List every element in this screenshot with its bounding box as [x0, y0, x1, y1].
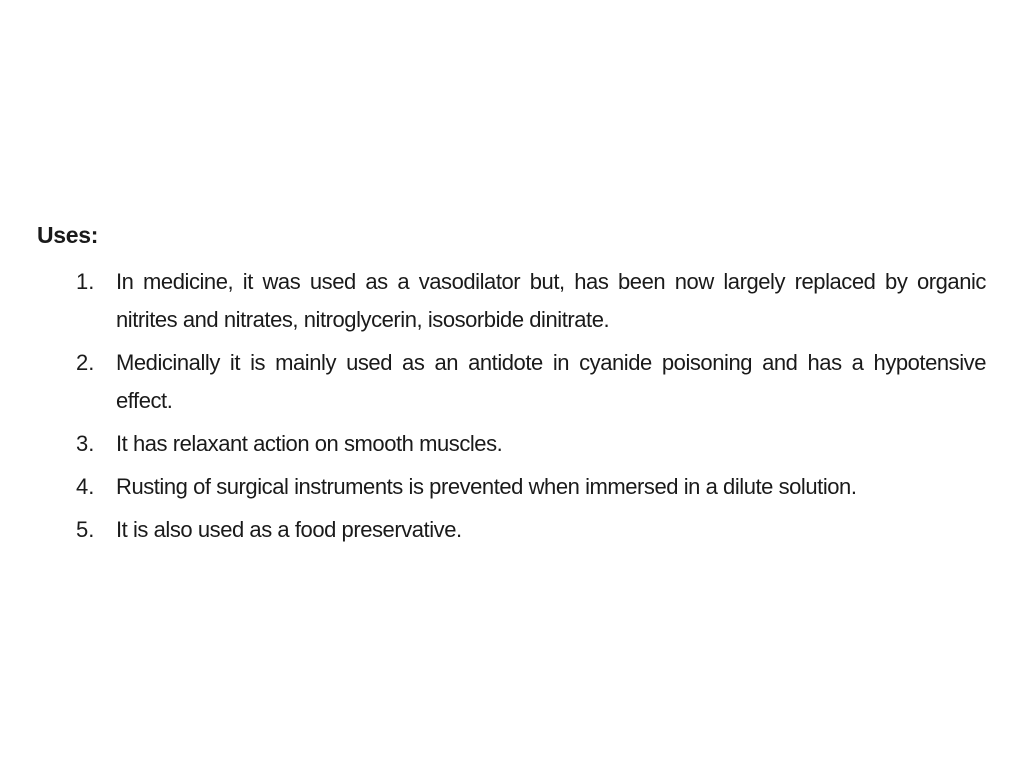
list-item — [76, 344, 986, 420]
list-item-number: 2. — [76, 350, 95, 375]
list-item-text: It is also used as a food preservative. — [116, 517, 462, 542]
list-item — [76, 425, 986, 463]
list-item-text: In medicine, it was used as a vasodilator but, has been now largely replaced by organic nitrites and nitrates, nitroglycerin, isosorbide dinitrate. — [116, 269, 986, 332]
list-item-text: Rusting of surgical instruments is prevented when immersed in a dilute solution. — [116, 474, 857, 499]
list-item — [76, 263, 986, 339]
list-item-text: Medicinally it is mainly used as an antidote in cyanide poisoning and has a hypotensive effect. — [116, 350, 986, 413]
list-item — [76, 468, 986, 506]
list-item-text: It has relaxant action on smooth muscles. — [116, 431, 503, 456]
list-item-number: 1. — [76, 269, 95, 294]
uses-list — [76, 263, 986, 554]
section-heading: Uses: — [37, 222, 99, 248]
list-item-number: 4. — [76, 474, 95, 499]
list-item-number: 3. — [76, 431, 95, 456]
list-item-number: 5. — [76, 517, 95, 542]
list-item — [76, 511, 986, 549]
